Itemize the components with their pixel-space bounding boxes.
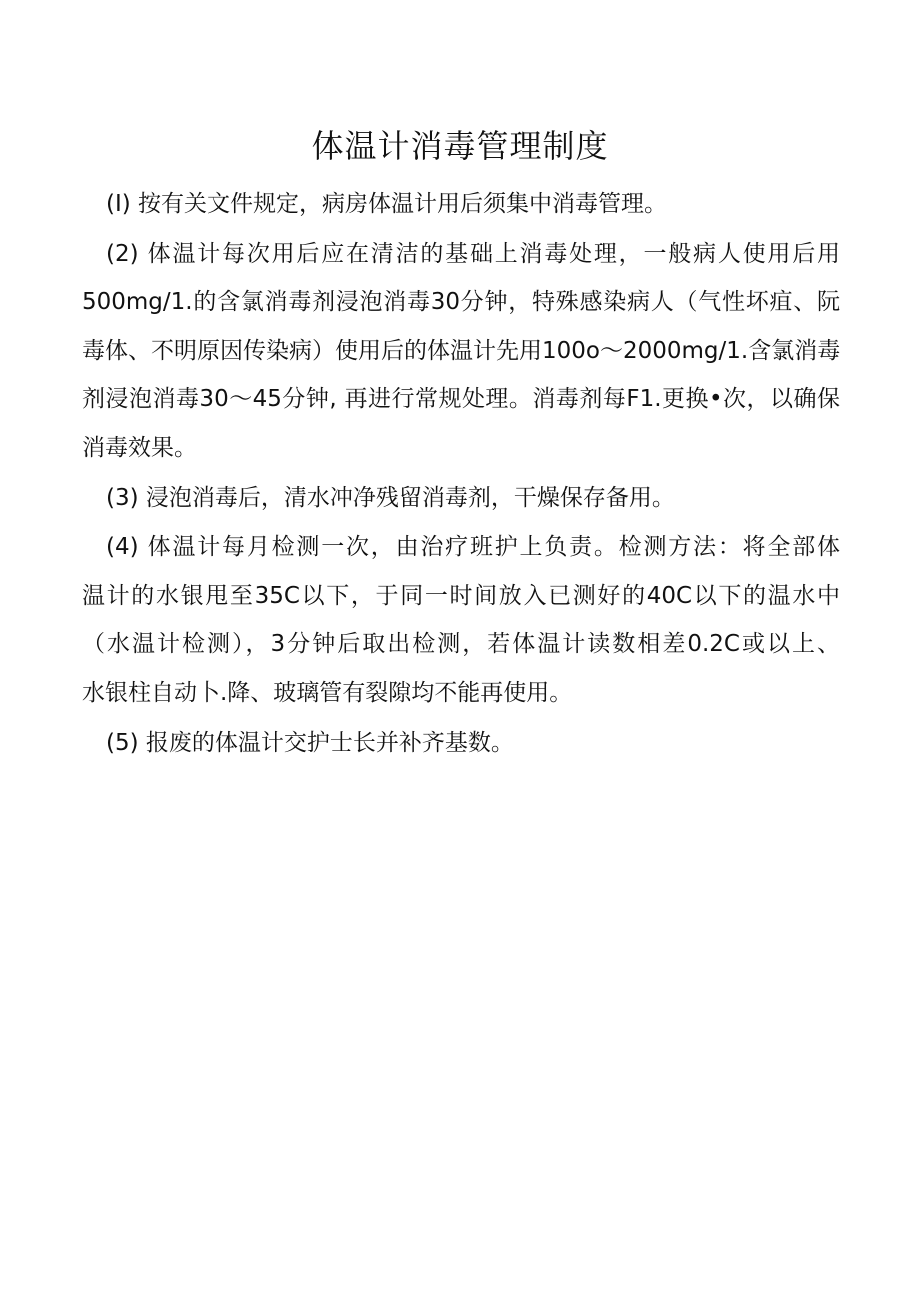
paragraph-5 — [82, 719, 840, 768]
paragraph-2 — [82, 230, 840, 473]
paragraph-line: 剂浸泡消毒30〜45分钟, 再进行常规处理。消毒剂每F1.更换•次，以确保 — [82, 386, 840, 413]
document-body — [82, 180, 840, 768]
paragraph-4 — [82, 523, 840, 717]
paragraph-1 — [82, 180, 840, 229]
paragraph-line: (I) 按有关文件规定，病房体温计用后须集中消毒管理。 — [106, 191, 668, 217]
paragraph-line: (4) 体温计每月检测一次，由治疗班护上负责。检测方法：将全部体 — [106, 534, 840, 561]
paragraph-line: (5) 报废的体温计交护士长并补齐基数。 — [106, 729, 514, 756]
paragraph-line: 毒体、不明原因传染病）使用后的体温计先用100o〜2000mg/1.含氯消毒 — [82, 337, 841, 364]
paragraph-3 — [82, 474, 840, 523]
document-title: 体温计消毒管理制度 — [311, 127, 609, 165]
paragraph-line: 消毒效果。 — [82, 434, 197, 461]
paragraph-line: （水温计检测），3分钟后取出检测，若体温计读数相差0.2C或以上、 — [82, 631, 840, 658]
paragraph-line: (2) 体温计每次用后应在清洁的基础上消毒处理，一般病人使用后用 — [106, 240, 840, 267]
paragraph-line: 温计的水银甩至35C以下，于同一时间放入已测好的40C以下的温水中 — [82, 582, 840, 609]
paragraph-line: 500mg/1.的含氯消毒剂浸泡消毒30分钟，特殊感染病人（气性坏疽、阮 — [82, 289, 840, 316]
paragraph-line: 水银柱自动卜.降、玻璃管有裂隙均不能再使用。 — [82, 679, 573, 706]
paragraph-line: (3) 浸泡消毒后，清水冲净残留消毒剂，干燥保存备用。 — [106, 484, 675, 511]
